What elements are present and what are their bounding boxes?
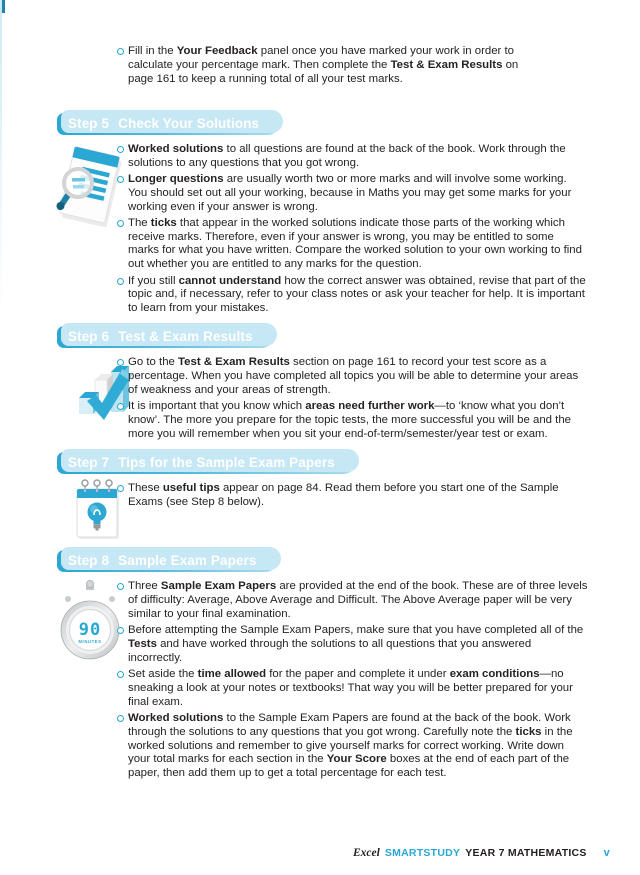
step-label: Step 7 bbox=[68, 455, 110, 471]
bullet-text: Set aside the time allowed for the paper and complete it under exam conditions—no sneaking a look at your notes or textbooks! That way you will be better prepared for your final exam. bbox=[128, 668, 573, 708]
bullet-text: Worked solutions to the Sample Exam Papers are found at the back of the book. Work through the solutions to any questions that you got wrong. Carefully note the ticks in the worked solutions and remember to give yourself marks for correct working. Write down your total marks for each section in the Your Score boxes at the end of each part of the paper, then add them up to get a total percentage for each test. bbox=[128, 711, 573, 780]
step-label: Step 8 bbox=[68, 553, 110, 569]
step-label: Step 5 bbox=[68, 115, 110, 131]
bullet-text: Three Sample Exam Papers are provided at the end of the book. These are of three levels of difficulty: Average, Above Average and Difficult. The Above Average paper will be very similar to your final examination. bbox=[128, 580, 588, 620]
step7-content bbox=[0, 482, 640, 542]
bullet-item bbox=[117, 45, 536, 86]
footer-brand: Excel bbox=[353, 847, 380, 859]
bullet-list bbox=[117, 143, 640, 319]
bullet-item bbox=[117, 173, 588, 214]
bullet-item bbox=[117, 217, 588, 272]
page-footer bbox=[353, 847, 610, 859]
bullet-marker-icon bbox=[117, 627, 124, 634]
bullet-item bbox=[117, 668, 588, 709]
bullet-text: Worked solutions to all questions are found at the back of the book. Work through the solutions to any questions that you got wrong. bbox=[128, 142, 566, 169]
notepad-magnifier-icon bbox=[52, 143, 126, 245]
step-title: Check Your Solutions bbox=[118, 115, 260, 131]
stopwatch-time: 90 bbox=[78, 620, 102, 641]
bullet-marker-icon bbox=[117, 583, 124, 590]
stopwatch-unit: MINUTES bbox=[78, 639, 102, 645]
page-edge-line bbox=[0, 0, 2, 320]
bullet-marker-icon bbox=[117, 403, 124, 410]
page-number: v bbox=[603, 847, 610, 859]
intro-block bbox=[0, 0, 640, 86]
step-title: Tips for the Sample Exam Papers bbox=[118, 455, 335, 471]
bullet-item bbox=[117, 143, 588, 171]
bullet-marker-icon bbox=[117, 278, 124, 285]
bullet-text: If you still cannot understand how the correct answer was obtained, revise that part of the topic and, if necessary, refer to your class notes or ask your teacher for help. It is important to learn from your mistakes. bbox=[128, 274, 586, 315]
bullet-marker-icon bbox=[117, 220, 124, 227]
step-title: Sample Exam Papers bbox=[118, 553, 257, 569]
bullet-marker-icon bbox=[117, 485, 124, 492]
bullet-text: These useful tips appear on page 84. Read them before you start one of the Sample Exams (see Step 8 below). bbox=[128, 482, 559, 509]
bullet-item bbox=[117, 712, 588, 781]
step6-icon-col bbox=[57, 356, 117, 444]
bullet-marker-icon bbox=[117, 146, 124, 153]
step-title: Test & Exam Results bbox=[118, 329, 253, 345]
step-label: Step 6 bbox=[68, 329, 110, 345]
bullet-marker-icon bbox=[117, 176, 124, 183]
bullet-text: The ticks that appear in the worked solutions indicate those parts of the working which receive marks. Therefore, even if your answer is wrong, you may be entitled to some marks for what you have written. Compare the worked solution to your own working to find out whether you are entitled to any marks for the question. bbox=[128, 216, 582, 271]
section-step6 bbox=[0, 318, 640, 444]
step5-icon-col bbox=[57, 143, 117, 319]
stopwatch-90-minutes-icon bbox=[58, 580, 122, 674]
bullet-list bbox=[117, 45, 588, 86]
bullet-marker-icon bbox=[117, 48, 124, 55]
footer-subject: YEAR 7 MATHEMATICS bbox=[465, 847, 587, 859]
bullet-marker-icon bbox=[117, 671, 124, 678]
bullet-item bbox=[117, 400, 588, 441]
step5-banner bbox=[57, 113, 279, 135]
calendar-lightbulb-icon bbox=[75, 479, 121, 545]
bullet-list bbox=[117, 356, 640, 444]
bullet-item bbox=[117, 580, 588, 621]
bullet-text: Longer questions are usually worth two or more marks and will involve some working. You should set out all your working, because in Maths you may get some marks for your working even if your answer is wrong. bbox=[128, 172, 572, 213]
step5-content bbox=[0, 143, 640, 319]
bullet-text: It is important that you know which areas need further work—to ‘know what you don’t know’. The more you prepare for the topic tests, the more successful you will be and the more you will remember when you sit your end-of-term/semester/year test or exam. bbox=[128, 400, 571, 440]
bullet-item bbox=[117, 275, 588, 316]
bullet-item bbox=[117, 482, 588, 510]
step7-banner bbox=[57, 452, 355, 474]
bullet-item bbox=[117, 624, 588, 665]
section-step7 bbox=[0, 444, 640, 542]
bullet-text: Fill in the Your Feedback panel once you have marked your work in order to calculate your percentage mark. Then complete the Test & Exam Results on page 161 to keep a running total of all your test marks. bbox=[128, 45, 519, 85]
step8-banner bbox=[57, 550, 277, 572]
step6-content bbox=[0, 356, 640, 444]
bullet-text: Before attempting the Sample Exam Papers, make sure that you have completed all of the Tests and have worked through the solutions to all questions that you answered incorrectly. bbox=[128, 624, 584, 664]
footer-series: SMARTSTUDY bbox=[384, 847, 461, 859]
bullet-item bbox=[117, 356, 588, 397]
step6-banner bbox=[57, 326, 273, 348]
bullet-marker-icon bbox=[117, 715, 124, 722]
step8-icon-col bbox=[57, 580, 117, 783]
section-step8 bbox=[0, 542, 640, 783]
bullet-list bbox=[117, 482, 640, 542]
step7-icon-col bbox=[57, 482, 117, 542]
step8-content bbox=[0, 580, 640, 783]
bullet-list bbox=[117, 580, 640, 783]
bullet-text: Go to the Test & Exam Results section on page 161 to record your test score as a percentage. When you have completed all topics you will be able to determine your areas of weakness and your areas of strength. bbox=[128, 356, 579, 397]
bullet-marker-icon bbox=[117, 359, 124, 366]
section-step5 bbox=[0, 89, 640, 319]
